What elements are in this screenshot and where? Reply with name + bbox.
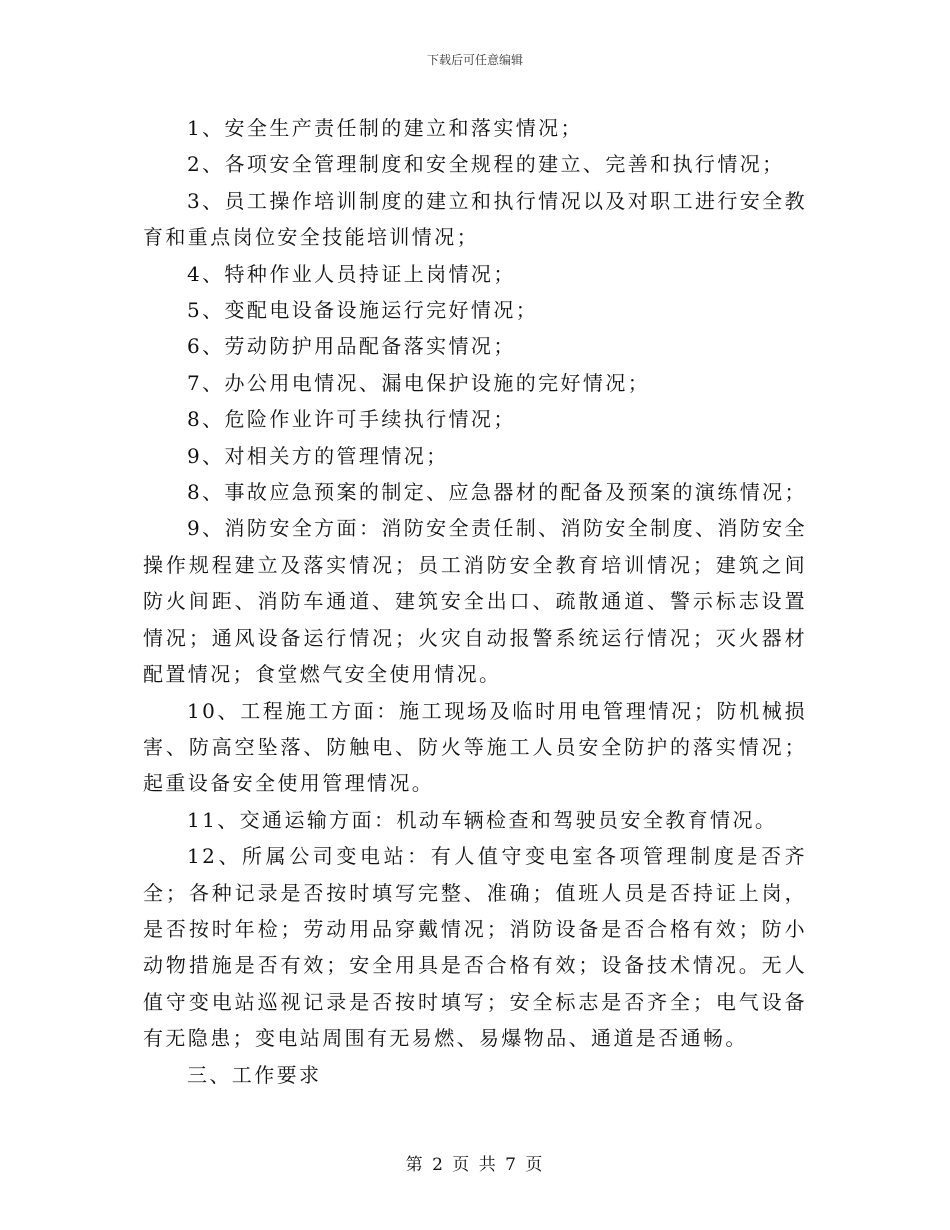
paragraph-item-2: 2、各项安全管理制度和安全规程的建立、完善和执行情况； [187, 152, 785, 177]
paragraph-construction: 10、工程施工方面：施工现场及临时用电管理情况；防机械损害、防高空坠落、防触电、防火等施工人员安全防护的落实情况；起重设备安全使用管理情况。 [143, 698, 807, 796]
section-heading-work-requirements: 三、工作要求 [187, 1062, 322, 1087]
page-header: 下载后可任意编辑 [426, 53, 523, 67]
paragraph-item-1: 1、安全生产责任制的建立和落实情况； [187, 116, 583, 140]
paragraph-item-3: 3、员工操作培训制度的建立和执行情况以及对职工进行安全教育和重点岗位安全技能培训情况； [143, 188, 807, 250]
paragraph-item-6: 6、劳动防护用品配备落实情况； [187, 334, 516, 359]
paragraph-item-8: 8、危险作业许可手续执行情况； [187, 407, 516, 432]
page-number-footer: 第 2 页 共 7 页 [405, 1155, 545, 1175]
paragraph-item-9: 9、对相关方的管理情况； [187, 443, 449, 468]
paragraph-item-5: 5、变配电设备设施运行完好情况； [187, 298, 539, 323]
paragraph-substation: 12、所属公司变电站：有人值守变电室各项管理制度是否齐全；各种记录是否按时填写完整、准确；值班人员是否持证上岗，是否按时年检；劳动用品穿戴情况；消防设备是否合格有效；防小动物措施是否有效；安全用具是否合格有效；设备技术情况。无人值守变电站巡视记录是否按时填写；安全标志是否齐全；电气设备有无隐患；变电站周围有无易燃、易爆物品、通道是否通畅。 [143, 844, 807, 1051]
document-body [143, 110, 807, 1093]
paragraph-item-7: 7、办公用电情况、漏电保护设施的完好情况； [187, 370, 651, 395]
paragraph-transport: 11、交通运输方面：机动车辆检查和驾驶员安全教育情况。 [187, 807, 778, 832]
paragraph-item-10: 8、事故应急预案的制定、应急器材的配备及预案的演练情况； [187, 480, 807, 505]
paragraph-fire-safety: 9、消防安全方面：消防安全责任制、消防安全制度、消防安全操作规程建立及落实情况；员工消防安全教育培训情况；建筑之间防火间距、消防车通道、建筑安全出口、疏散通道、警示标志设置情况；通风设备运行情况；火灾自动报警系统运行情况；灭火器材配置情况；食堂燃气安全使用情况。 [143, 516, 807, 687]
paragraph-item-4: 4、特种作业人员持证上岗情况； [187, 261, 516, 286]
